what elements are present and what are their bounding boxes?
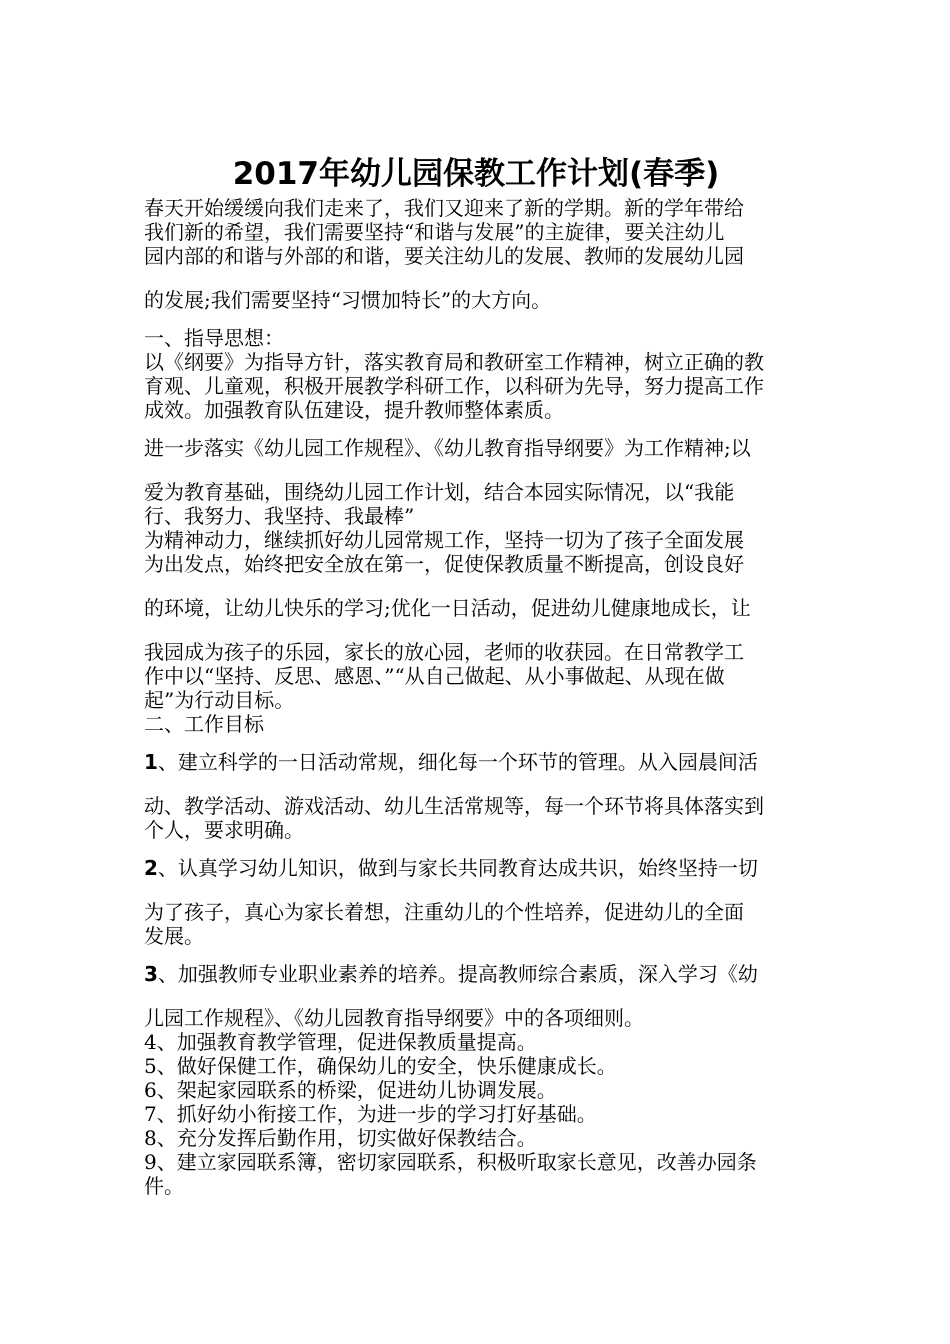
document-page (144, 152, 808, 1198)
text-line: 爱为教育基础，围绕幼儿园工作计划，结合本园实际情况，以“我能 (144, 480, 735, 504)
goal-item-7: 7、抓好幼小衔接工作，为进一步的学习打好基础。 (144, 1102, 597, 1126)
goal-item-3 (144, 962, 808, 986)
text-line: 为精神动力，继续抓好幼儿园常规工作，坚持一切为了孩子全面发展 (144, 528, 744, 552)
goal-item-2 (144, 856, 808, 880)
goal-text: 、加强教师专业职业素养的培养。提高教师综合素质，深入学习《幼 (157, 962, 758, 986)
goal-item-8: 8、充分发挥后勤作用，切实做好保教结合。 (144, 1126, 537, 1150)
text-line: 成效。加强教育队伍建设，提升教师整体素质。 (144, 398, 564, 422)
goal-item-1 (144, 750, 808, 774)
text-line: 春天开始缓缓向我们走来了，我们又迎来了新的学期。新的学年带给 (144, 196, 744, 220)
goal-item-5: 5、做好保健工作，确保幼儿的安全，快乐健康成长。 (144, 1054, 617, 1078)
text-line: 起”为行动目标。 (144, 688, 295, 712)
text-line: 以《纲要》为指导方针，落实教育局和教研室工作精神，树立正确的教 (144, 350, 764, 374)
text-line: 发展。 (144, 924, 204, 948)
document-title: 2017年幼儿园保教工作计划(春季) (232, 156, 720, 192)
text-line: 个人，要求明确。 (144, 818, 304, 842)
text-line: 作中以“坚持、反思、感恩、”“从自己做起、从小事做起、从现在做 (144, 664, 725, 688)
goal-number: 1 (144, 750, 158, 774)
goal-number: 3 (144, 962, 158, 986)
goal-text: 、认真学习幼儿知识，做到与家长共同教育达成共识，始终坚持一切 (157, 856, 758, 880)
text-line: 为了孩子，真心为家长着想，注重幼儿的个性培养，促进幼儿的全面 (144, 900, 744, 924)
text-line: 为出发点，始终把安全放在第一，促使保教质量不断提高，创设良好 (144, 552, 744, 576)
intro-paragraph (144, 196, 808, 312)
section-heading: 一、指导思想： (144, 326, 284, 350)
goal-item-9: 9、建立家园联系簿，密切家园联系，积极听取家长意见，改善办园条 (144, 1150, 757, 1174)
goal-text: 、建立科学的一日活动常规，细化每一个环节的管理。从入园晨间活 (157, 750, 758, 774)
text-line: 我们新的希望，我们需要坚持“和谐与发展”的主旋律，要关注幼儿 (144, 220, 725, 244)
section-heading: 二、工作目标 (144, 712, 264, 736)
text-line: 的发展;我们需要坚持“习惯加特长”的大方向。 (144, 288, 552, 312)
text-line: 园内部的和谐与外部的和谐，要关注幼儿的发展、教师的发展幼儿园 (144, 244, 744, 268)
text-line: 的环境，让幼儿快乐的学习;优化一日活动，促进幼儿健康地成长，让 (144, 596, 751, 620)
text-line: 育观、儿童观，积极开展教学科研工作，以科研为先导，努力提高工作 (144, 374, 764, 398)
section-work-goals (144, 712, 808, 1198)
goal-item-4: 4、加强教育教学管理，促进保教质量提高。 (144, 1030, 537, 1054)
text-line: 进一步落实《幼儿园工作规程》、《幼儿教育指导纲要》为工作精神;以 (144, 436, 751, 460)
text-line: 行、我努力、我坚持、我最棒” (144, 504, 415, 528)
text-line: 动、教学活动、游戏活动、幼儿生活常规等，每一个环节将具体落实到 (144, 794, 764, 818)
text-line: 件。 (144, 1174, 184, 1198)
text-line: 我园成为孩子的乐园，家长的放心园，老师的收获园。在日常教学工 (144, 640, 744, 664)
goal-number: 2 (144, 856, 158, 880)
text-line: 儿园工作规程》、《幼儿园教育指导纲要》中的各项细则。 (144, 1006, 644, 1030)
goal-item-6: 6、架起家园联系的桥梁，促进幼儿协调发展。 (144, 1078, 557, 1102)
section-guiding-thought (144, 326, 808, 712)
